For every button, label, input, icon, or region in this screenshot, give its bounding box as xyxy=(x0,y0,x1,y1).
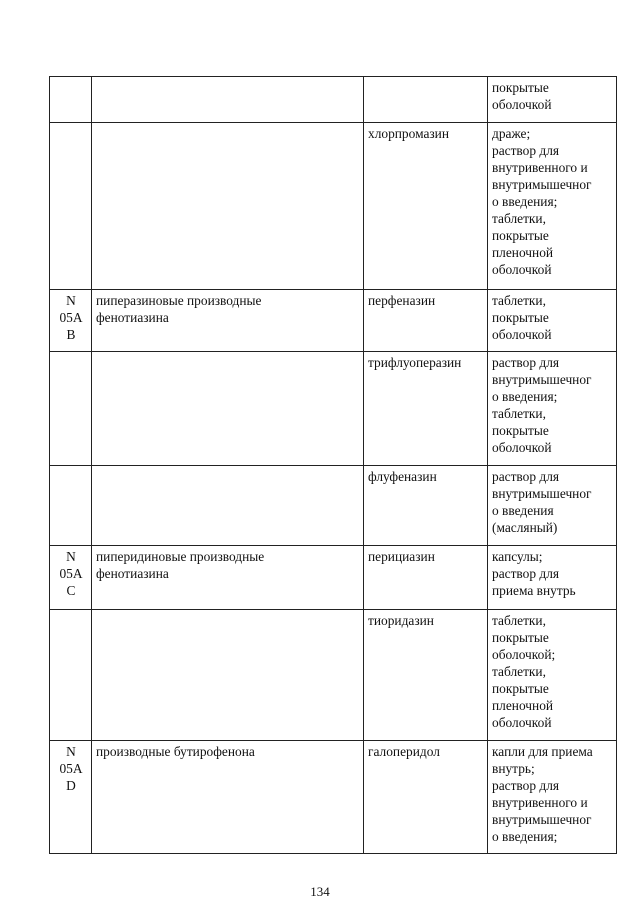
dosage-form-cell: таблетки, покрытые оболочкой xyxy=(488,290,617,352)
table-row xyxy=(50,610,617,741)
drug-name-cell xyxy=(364,77,488,123)
drug-name-cell: трифлуоперазин xyxy=(364,352,488,466)
dosage-form-cell: раствор для внутримышечног о введения; таблетки, покрытые оболочкой xyxy=(488,352,617,466)
dosage-form-cell: раствор для внутримышечног о введения (масляный) xyxy=(488,466,617,546)
drug-name-cell: тиоридазин xyxy=(364,610,488,741)
table-row xyxy=(50,123,617,290)
atc-code-cell xyxy=(50,77,92,123)
drug-table xyxy=(49,76,617,854)
drug-name-cell: хлорпромазин xyxy=(364,123,488,290)
group-cell: пиперидиновые производные фенотиазина xyxy=(92,546,364,610)
group-cell xyxy=(92,123,364,290)
group-cell xyxy=(92,610,364,741)
group-cell xyxy=(92,466,364,546)
table-row xyxy=(50,546,617,610)
table-row xyxy=(50,741,617,854)
table-row xyxy=(50,290,617,352)
atc-code-cell xyxy=(50,123,92,290)
atc-code-cell: N 05A D xyxy=(50,741,92,854)
atc-code-cell xyxy=(50,610,92,741)
page-number: 134 xyxy=(310,884,330,899)
dosage-form-cell: таблетки, покрытые оболочкой; таблетки, покрытые пленочной оболочкой xyxy=(488,610,617,741)
atc-code-cell: N 05A B xyxy=(50,290,92,352)
dosage-form-cell: драже; раствор для внутривенного и внутримышечног о введения; таблетки, покрытые пленочной оболочкой xyxy=(488,123,617,290)
group-cell: производные бутирофенона xyxy=(92,741,364,854)
drug-name-cell: галоперидол xyxy=(364,741,488,854)
drug-name-cell: перициазин xyxy=(364,546,488,610)
group-cell xyxy=(92,352,364,466)
group-cell xyxy=(92,77,364,123)
drug-name-cell: флуфеназин xyxy=(364,466,488,546)
dosage-form-cell: капсулы; раствор для приема внутрь xyxy=(488,546,617,610)
table-row xyxy=(50,352,617,466)
table-row xyxy=(50,77,617,123)
dosage-form-cell: покрытые оболочкой xyxy=(488,77,617,123)
drug-name-cell: перфеназин xyxy=(364,290,488,352)
atc-code-cell xyxy=(50,352,92,466)
atc-code-cell xyxy=(50,466,92,546)
table-row xyxy=(50,466,617,546)
atc-code-cell: N 05A C xyxy=(50,546,92,610)
dosage-form-cell: капли для приема внутрь; раствор для внутривенного и внутримышечног о введения; xyxy=(488,741,617,854)
group-cell: пиперазиновые производные фенотиазина xyxy=(92,290,364,352)
